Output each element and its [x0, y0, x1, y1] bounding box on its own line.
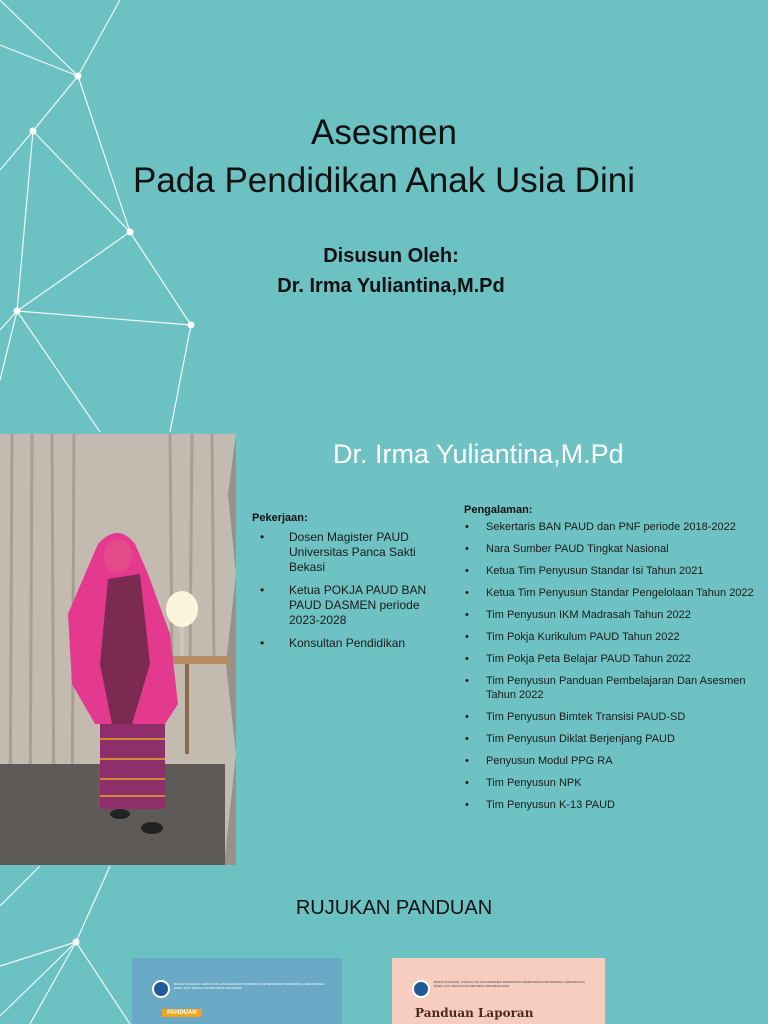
list-item: • Tim Penyusun IKM Madrasah Tahun 2022 [463, 608, 763, 622]
guide-cover-2 [392, 958, 605, 1024]
profile-name-heading: Dr. Irma Yuliantina,M.Pd [333, 439, 624, 469]
title-slide [0, 0, 768, 432]
title-line-1: Asesmen [311, 113, 457, 152]
cover2-header: BADAN STANDAR, KURIKULUM, DAN ASESMEN PENDIDIKAN KEMENTERIAN PENDIDIKAN, KEBUDAYAAN, RISET, DAN TEKNOLOGI REPUBLIK INDONESIA 2022 [434, 980, 586, 988]
experience-list [463, 520, 763, 820]
ministry-logo-icon [152, 980, 170, 998]
list-item: • Nara Sumber PAUD Tingkat Nasional [463, 542, 763, 556]
cover2-title: Panduan Laporan [415, 1006, 534, 1020]
profile-slide [0, 432, 768, 866]
list-item: • Tim Penyusun Diklat Berjenjang PAUD [463, 732, 763, 746]
list-item: • Ketua Tim Penyusun Standar Isi Tahun 2021 [463, 564, 763, 578]
list-item: • Sekertaris BAN PAUD dan PNF periode 2018-2022 [463, 520, 763, 534]
network-decoration [0, 866, 768, 1024]
title-line-2: Pada Pendidikan Anak Usia Dini [133, 161, 635, 200]
list-item: • Tim Penyusun Bimtek Transisi PAUD-SD [463, 710, 763, 724]
experience-heading: Pengalaman: [464, 504, 533, 516]
work-heading: Pekerjaan: [252, 512, 308, 524]
list-item: • Tim Penyusun NPK [463, 776, 763, 790]
ministry-logo-icon [412, 980, 430, 998]
list-item: • Tim Penyusun Panduan Pembelajaran Dan Asesmen Tahun 2022 [463, 674, 763, 702]
network-decoration [0, 0, 768, 432]
list-item: • Tim Pokja Kurikulum PAUD Tahun 2022 [463, 630, 763, 644]
cover1-tag: PANDUAN [162, 1009, 202, 1017]
cover1-header: BADAN STANDAR, KURIKULUM, DAN ASESMEN PENDIDIKAN KEMENTERIAN PENDIDIKAN, KEBUDAYAAN, RISET, DAN TEKNOLOGI REPUBLIK INDONESIA [174, 982, 326, 990]
list-item: • Tim Penyusun K-13 PAUD [463, 798, 763, 812]
list-item: • Ketua POKJA PAUD BAN PAUD DASMEN periode 2023-2028 [258, 583, 443, 628]
reference-slide [0, 866, 768, 1024]
work-list [258, 530, 443, 659]
reference-title: RUJUKAN PANDUAN [295, 897, 493, 919]
list-item: • Konsultan Pendidikan [258, 636, 443, 651]
list-item: • Penyusun Modul PPG RA [463, 754, 763, 768]
author-label: Disusun Oleh: [323, 245, 459, 267]
list-item: • Dosen Magister PAUD Universitas Panca Sakti Bekasi [258, 530, 443, 575]
author-name: Dr. Irma Yuliantina,M.Pd [277, 275, 505, 297]
guide-cover-1 [132, 958, 342, 1024]
list-item: • Tim Pokja Peta Belajar PAUD Tahun 2022 [463, 652, 763, 666]
author-photo [0, 434, 236, 865]
list-item: • Ketua Tim Penyusun Standar Pengelolaan Tahun 2022 [463, 586, 763, 600]
